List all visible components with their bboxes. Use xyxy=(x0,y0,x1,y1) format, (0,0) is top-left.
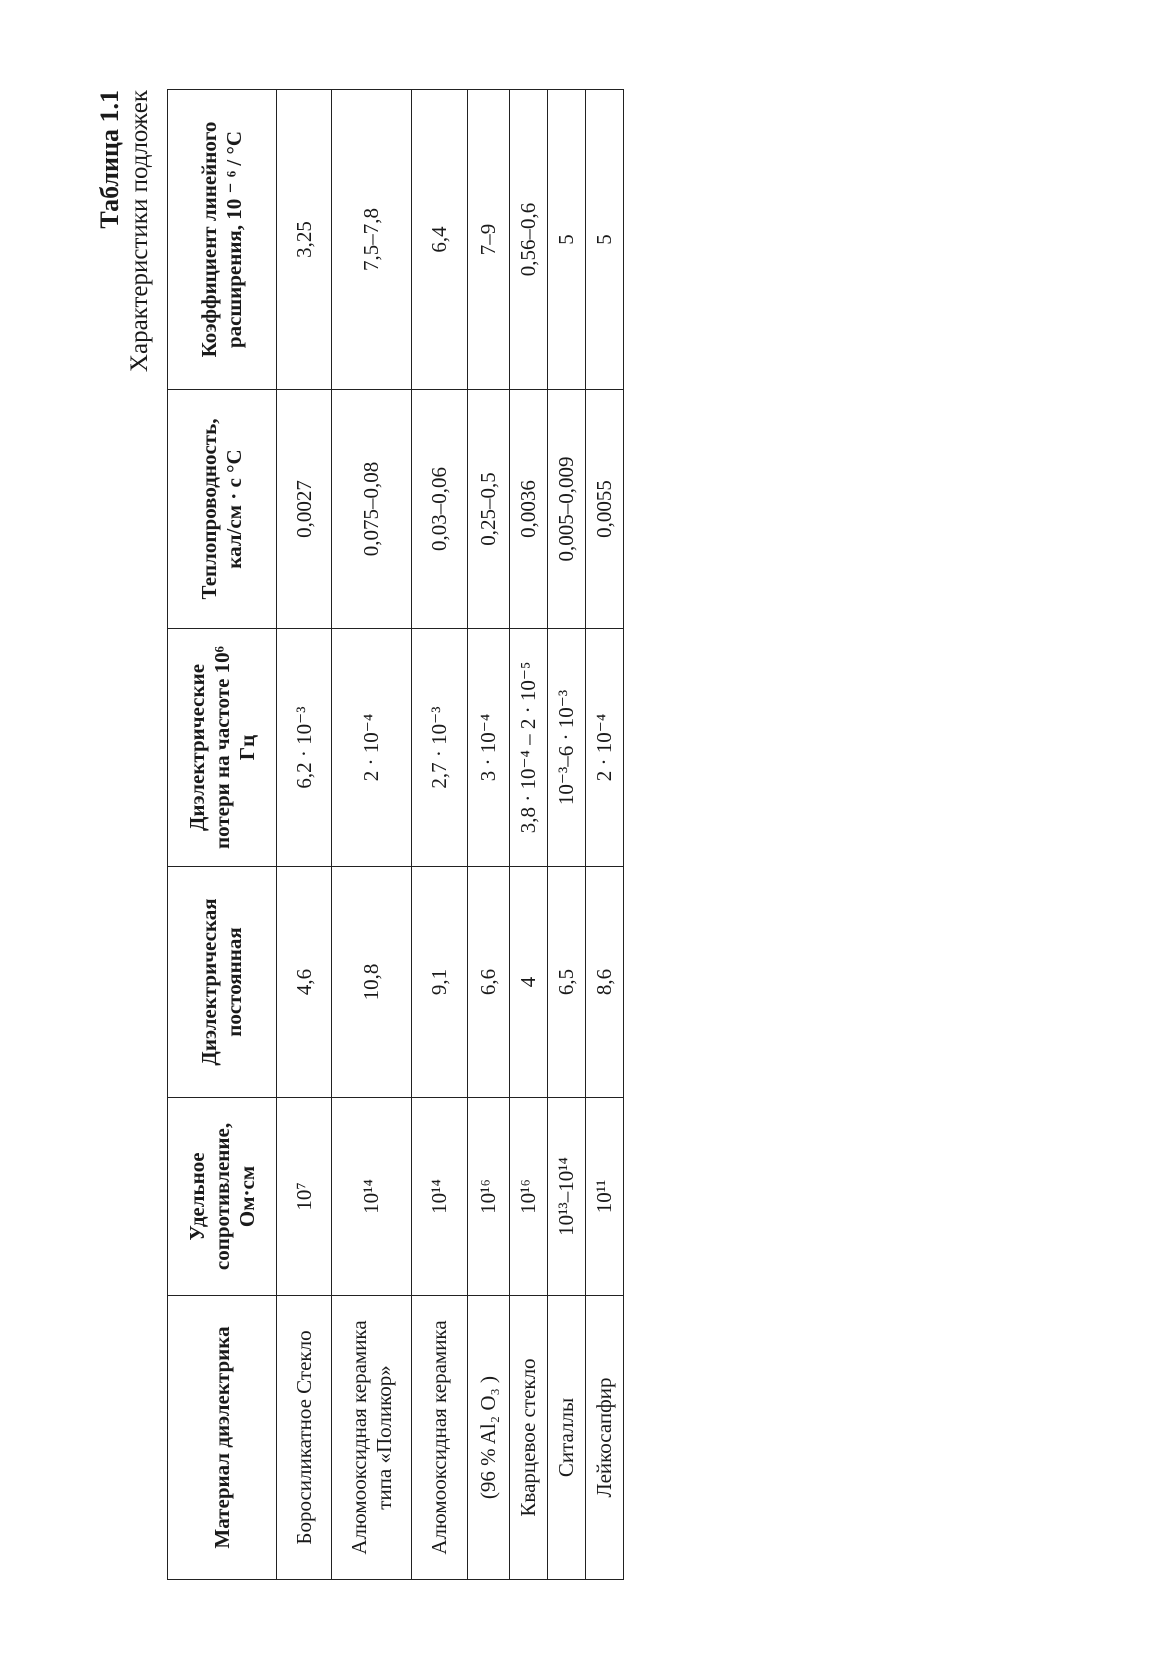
table-title: Характеристики подложек xyxy=(126,90,153,373)
cell-resistivity: 10¹⁶ xyxy=(510,1098,548,1296)
cell-permittivity: 6,5 xyxy=(548,867,586,1098)
substrate-properties-table xyxy=(167,89,624,1580)
header-losses: Диэлектрические потери на частоте 10⁶ Гц xyxy=(168,629,277,867)
cell-conductivity: 0,03–0,06 xyxy=(412,390,468,629)
header-material: Материал диэлектрика xyxy=(168,1296,277,1580)
cell-losses: 2 · 10⁻⁴ xyxy=(586,629,624,867)
cell-material: (96 % Al₂ O₃ ) xyxy=(468,1296,510,1580)
cell-permittivity: 4,6 xyxy=(277,867,332,1098)
cell-expansion: 3,25 xyxy=(277,90,332,390)
cell-expansion: 5 xyxy=(548,90,586,390)
cell-resistivity: 10¹⁴ xyxy=(412,1098,468,1296)
table-row xyxy=(277,90,332,1580)
cell-permittivity: 9,1 xyxy=(412,867,468,1098)
cell-expansion: 7–9 xyxy=(468,90,510,390)
cell-expansion: 0,56–0,6 xyxy=(510,90,548,390)
cell-permittivity: 8,6 xyxy=(586,867,624,1098)
cell-resistivity: 10¹⁶ xyxy=(468,1098,510,1296)
cell-material: Ситаллы xyxy=(548,1296,586,1580)
cell-losses: 10⁻³–6 · 10⁻³ xyxy=(548,629,586,867)
header-resistivity: Удельное сопротивление, Ом·см xyxy=(168,1098,277,1296)
cell-permittivity: 4 xyxy=(510,867,548,1098)
cell-expansion: 5 xyxy=(586,90,624,390)
cell-resistivity: 10¹³–10¹⁴ xyxy=(548,1098,586,1296)
table-row xyxy=(412,90,468,1580)
cell-conductivity: 0,25–0,5 xyxy=(468,390,510,629)
cell-material: Лейкосапфир xyxy=(586,1296,624,1580)
cell-resistivity: 10⁷ xyxy=(277,1098,332,1296)
table-row xyxy=(468,90,510,1580)
table-row xyxy=(332,90,412,1580)
table-row xyxy=(548,90,586,1580)
cell-permittivity: 6,6 xyxy=(468,867,510,1098)
cell-losses: 2,7 · 10⁻³ xyxy=(412,629,468,867)
table-row xyxy=(586,90,624,1580)
cell-material: Боросиликатное Стекло xyxy=(277,1296,332,1580)
table-caption xyxy=(95,90,155,372)
cell-material: Кварцевое стекло xyxy=(510,1296,548,1580)
cell-losses: 3 · 10⁻⁴ xyxy=(468,629,510,867)
cell-resistivity: 10¹⁴ xyxy=(332,1098,412,1296)
cell-material: Алюмооксидная керамика типа «Поликор» xyxy=(332,1296,412,1580)
header-expansion: Коэффициент линейного расширения, 10 ⁻ ⁶ / °С xyxy=(168,90,277,390)
cell-losses: 2 · 10⁻⁴ xyxy=(332,629,412,867)
cell-conductivity: 0,075–0,08 xyxy=(332,390,412,629)
header-conductivity: Теплопроводность, кал/см · с °С xyxy=(168,390,277,629)
cell-losses: 3,8 · 10⁻⁴ – 2 · 10⁻⁵ xyxy=(510,629,548,867)
cell-conductivity: 0,005–0,009 xyxy=(548,390,586,629)
header-row xyxy=(168,90,277,1580)
cell-permittivity: 10,8 xyxy=(332,867,412,1098)
cell-expansion: 7,5–7,8 xyxy=(332,90,412,390)
cell-resistivity: 10¹¹ xyxy=(586,1098,624,1296)
cell-conductivity: 0,0027 xyxy=(277,390,332,629)
cell-expansion: 6,4 xyxy=(412,90,468,390)
cell-conductivity: 0,0036 xyxy=(510,390,548,629)
header-permittivity: Диэлектрическая постоянная xyxy=(168,867,277,1098)
cell-conductivity: 0,0055 xyxy=(586,390,624,629)
cell-material: Алюмооксидная керамика xyxy=(412,1296,468,1580)
table-number: Таблица 1.1 xyxy=(95,90,124,229)
table-row xyxy=(510,90,548,1580)
cell-losses: 6,2 · 10⁻³ xyxy=(277,629,332,867)
rotated-table-page xyxy=(95,90,616,1580)
